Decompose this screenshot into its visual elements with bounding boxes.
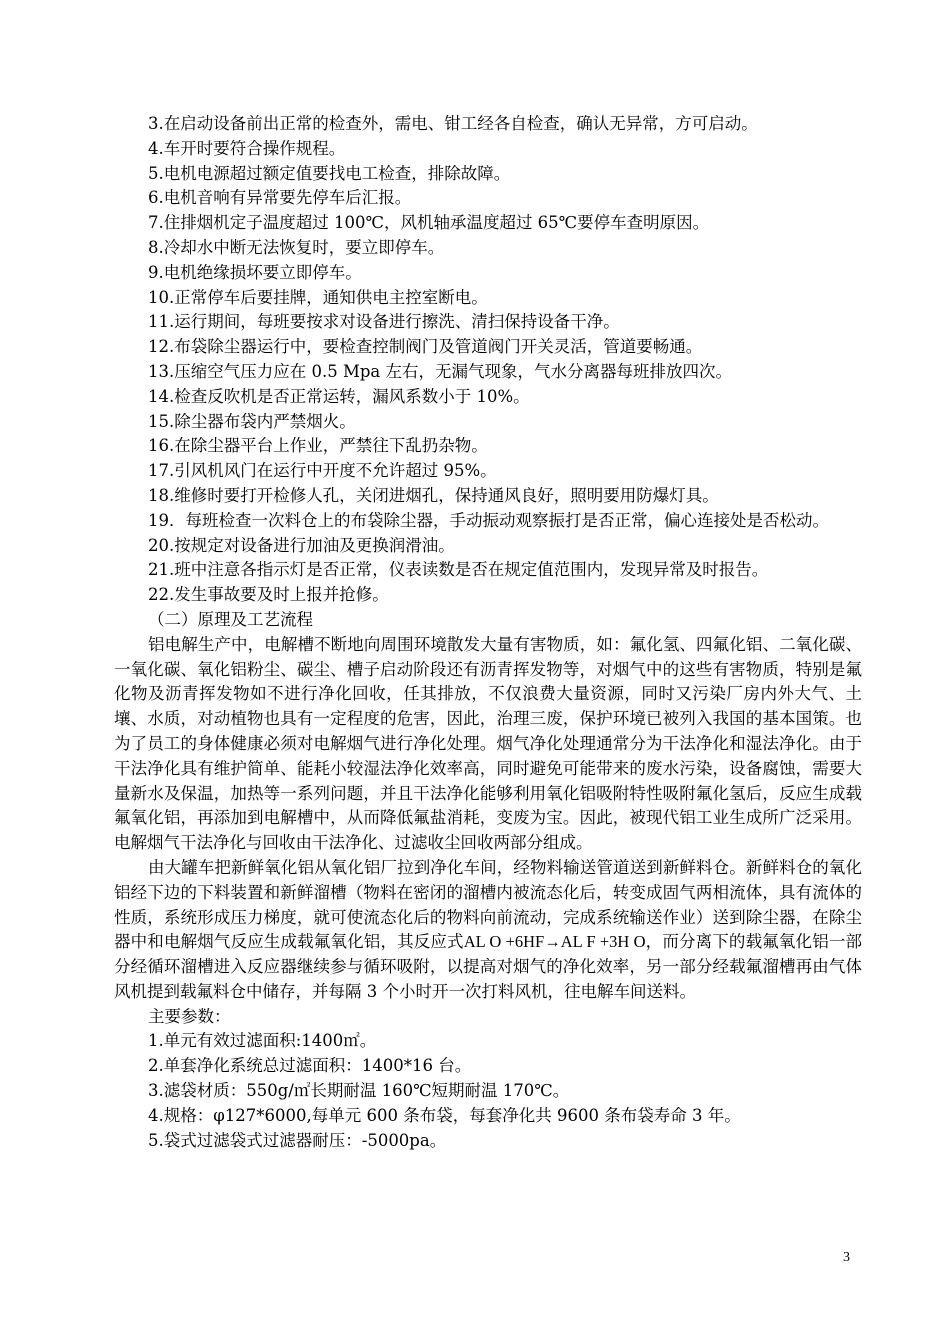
param-item: 4.规格：φ127*6000,每单元 600 条布袋，每套净化共 9600 条布袋寿命 3 年。 [148,1105,741,1125]
list-item: 21.班中注意各指示灯是否正常，仪表读数是否在规定值范围内，发现异常及时报告。 [148,560,769,580]
list-item: 16.在除尘器平台上作业，严禁往下乱扔杂物。 [148,436,488,456]
list-item: 18.维修时要打开检修人孔，关闭进烟孔，保持通风良好，照明要用防爆灯具。 [148,485,719,505]
body-paragraph: 铝电解生产中，电解槽不断地向周围环境散发大量有害物质，如：氟化氢、四氟化铝、二氧化碳、一氧化碳、氧化铝粉尘、碳尘、槽子启动阶段还有沥青挥发物等，对烟气中的这些有害物质，特别是氟化物及沥青挥发物如不进行净化回收，任其排放，不仅浪费大量资源，同时又污染厂房内外大气、土壤、水质，对动植物也具有一定程度的危害，因此，治理三废，保护环境已被列入我国的基本国策。也为了员工的身体健康必须对电解烟气进行净化处理。烟气净化处理通常分为干法净化和湿法净化。由于干法净化具有维护简单、能耗小较湿法净化效率高，同时避免可能带来的废水污染，设备腐蚀，需要大量新水及保温，加热等一系列问题，并且干法净化能够利用氧化铝吸附特性吸附氟化氢后，反应生成载氟氧化铝，再添加到电解槽中，从而降低氟盐消耗，变废为宝。因此，被现代铝工业生成所广泛采用。电解烟气干法净化与回收由干法净化、过滤收尘回收两部分组成。 [114,634,862,853]
param-item: 1.单元有效过滤面积:1400㎡。 [148,1031,377,1051]
params-heading: 主要参数： [148,1006,231,1026]
page-content [114,112,862,1153]
param-item: 5.袋式过滤袋式过滤器耐压：-5000pa。 [148,1130,447,1150]
list-item: 8.冷却水中断无法恢复时，要立即停车。 [148,237,445,257]
list-item: 9.电机绝缘损坏要立即停车。 [148,262,362,282]
list-item: 19．每班检查一次料仓上的布袋除尘器，手动振动观察振打是否正常，偏心连接处是否松动。 [148,510,829,530]
page-number: 3 [843,1250,850,1265]
paragraph-text: 由大罐车把新鲜氧化铝从氧化铝厂拉到净化车间，经物料输送管道送到新鲜料仓。新鲜料仓的氧化铝经下边的下料装置和新鲜溜槽（物料在密闭的溜槽内被流态化后，转变成固气两相流体，具有流体的性质，系统形成压力梯度，就可使流态化后的物料向前流动，完成系统输送作业）送到除尘器，在除尘器中和电解烟气反应生成载氟氧化铝，其反应式 [114,857,862,952]
list-item: 13.压缩空气压力应在 0.5 Mpa 左右，无漏气现象，气水分离器每班排放四次。 [148,361,733,381]
list-item: 11.运行期间，每班要按求对设备进行擦洗、清扫保持设备干净。 [148,312,620,332]
reaction-formula: AL O +6HF→AL F +3H O [463,932,646,952]
list-item: 3.在启动设备前出正常的检查外，需电、钳工经各自检查，确认无异常，方可启动。 [148,114,758,133]
param-item: 3.滤袋材质：550g/㎡长期耐温 160℃短期耐温 170℃。 [148,1081,570,1101]
section-heading: （二）原理及工艺流程 [148,609,313,629]
list-item: 7.住排烟机定子温度超过 100℃，风机轴承温度超过 65℃要停车查明原因。 [148,213,710,233]
list-item: 20.按规定对设备进行加油及更换润滑油。 [148,535,455,555]
list-item: 5.电机电源超过额定值要找电工检查，排除故障。 [148,163,511,183]
list-item: 14.检查反吹机是否正常运转，漏风系数小于 10%。 [148,386,530,406]
body-paragraph [114,856,862,1005]
list-item: 22.发生事故要及时上报并抢修。 [148,585,389,605]
paragraph-text: ，而分离下的载氟氧化铝一部分经循环溜槽进入反应器继续参与循环吸附，以提高对烟气的净化效率，另一部分经载氟溜槽再由气体风机提到载氟料仓中储存，并每隔 3 个小时开一次打料风机，往电解车间送料。 [114,932,863,1001]
list-item: 12.布袋除尘器运行中，要检查控制阀门及管道阀门开关灵活，管道要畅通。 [148,337,703,357]
param-item: 2.单套净化系统总过滤面积：1400*16 台。 [148,1056,472,1076]
list-item: 6.电机音响有异常要先停车后汇报。 [148,188,412,208]
list-item: 10.正常停车后要挂牌，通知供电主控室断电。 [148,287,488,307]
list-item: 4.车开时要符合操作规程。 [148,138,346,158]
list-item: 17.引风机风门在运行中开度不允许超过 95%。 [148,461,497,481]
list-item: 15.除尘器布袋内严禁烟火。 [148,411,356,431]
